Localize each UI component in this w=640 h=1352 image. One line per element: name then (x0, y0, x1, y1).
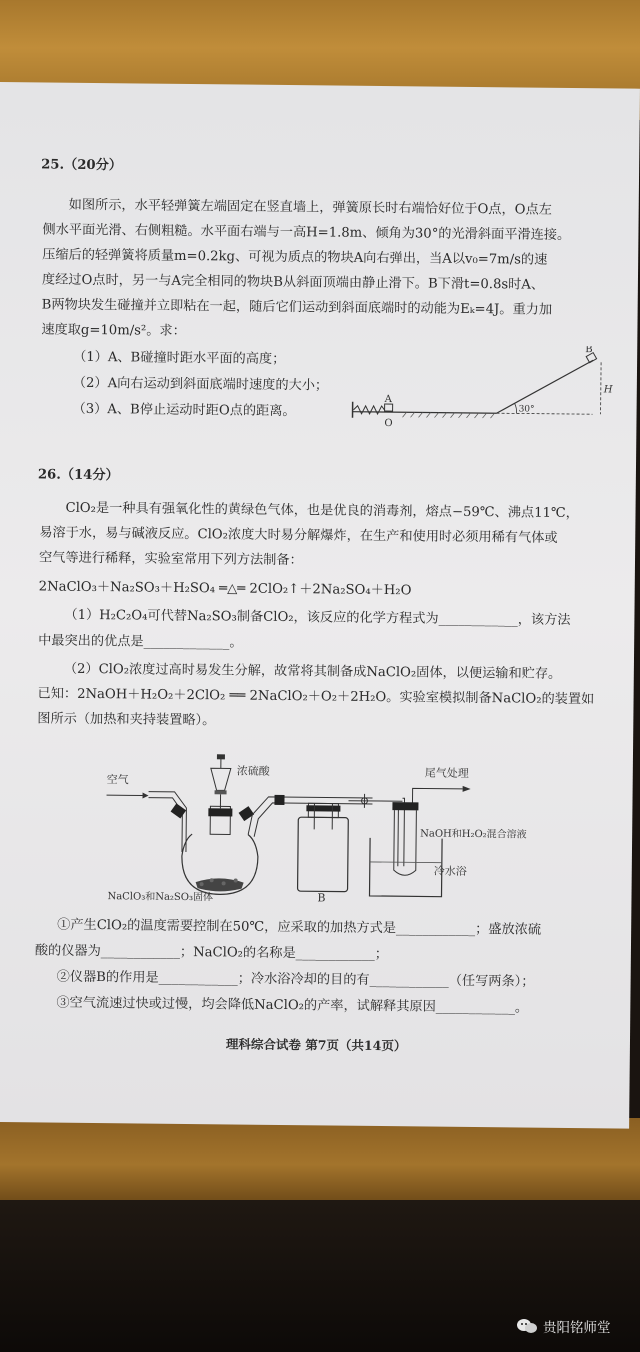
q26-part1: （1）H₂C₂O₄可代替Na₂SO₃制备ClO₂，该反应的化学方程式为____________，该方法 (64, 607, 571, 629)
q25-line: B两物块发生碰撞并立即粘在一起，随后它们运动到斜面底端时的动能为Eₖ=4J。重力加 (41, 297, 553, 318)
q26-question: ①产生ClO₂的温度需要控制在50℃，应采取的加热方式是____________；盛放浓硫 (57, 917, 542, 938)
q26-question: ②仪器B的作用是____________；冷水浴冷却的目的有____________（任写两条）； (56, 969, 535, 990)
apparatus-figure (101, 743, 563, 906)
q25-line: 压缩后的轻弹簧将质量m=0.2kg、可视为质点的物块A向右弹出，当A以v₀=7m/s的速 (42, 247, 548, 268)
watermark-text: 贵阳铭师堂 (543, 1320, 611, 1336)
q25-line: 如图所示，水平轻弹簧左端固定在竖直墙上，弹簧原长时右端恰好位于O点，O点左 (68, 197, 552, 218)
label-O: O (384, 418, 393, 430)
q25-line: 侧水平面光滑、右侧粗糙。水平面右端与一高H=1.8m、倾角为30°的光滑斜面平滑连接。 (42, 222, 571, 243)
label-angle: 30° (518, 404, 535, 415)
label-air: 空气 (106, 773, 129, 787)
wechat-icon (516, 1318, 538, 1334)
q25-sub-question: （1）A、B碰撞时距水平面的高度； (73, 349, 286, 368)
q26-part2: 已知：2NaOH＋H₂O₂＋2ClO₂ ══ 2NaClO₂＋O₂＋2H₂O。实验室模拟制备NaClO₂的装置如 (37, 686, 595, 708)
watermark (516, 1316, 611, 1336)
label-B: B (585, 344, 593, 356)
q25-line: 度经过O点时，另一与A完全相同的物块B从斜面顶端由静止滑下。B下滑t=0.8s时A、 (41, 272, 545, 293)
q25-header: 25.（20分） (41, 157, 123, 174)
q25-sub-question: （3）A、B停止运动时距O点的距离。 (72, 401, 296, 420)
q26-line: 易溶于水，易与碱液反应。ClO₂浓度大时易分解爆炸，在生产和使用时必须用稀有气体或 (39, 525, 558, 546)
q26-part2: 图所示（加热和夹持装置略）。 (37, 711, 216, 729)
q25-sub-question: （2）A向右运动到斜面底端时速度的大小； (72, 375, 329, 394)
q26-part1: 中最突出的优点是_____________。 (38, 633, 243, 651)
q26-line: ClO₂是一种具有强氧化性的黄绿色气体，也是优良的消毒剂，熔点−59℃、沸点11℃， (65, 500, 579, 522)
label-bottle-B: B (317, 891, 326, 905)
q26-line: 空气等进行稀释，实验室常用下列方法制备： (38, 550, 303, 569)
desk-surface-bottom (0, 1118, 640, 1203)
incline-spring-figure (346, 344, 619, 441)
exam-paper (0, 82, 640, 1129)
q26-part2: （2）ClO₂浓度过高时易发生分解，故常将其制备成NaClO₂固体，以便运输和贮存。 (63, 661, 562, 682)
q25-line: 速度取g=10m/s²。求： (41, 322, 186, 339)
label-A: A (384, 394, 392, 406)
page-footer: 理科综合试卷 第7页（共14页） (225, 1036, 407, 1054)
label-H: H (603, 384, 613, 396)
q26-equation: 2NaClO₃＋Na₂SO₃＋H₂SO₄ ═△═ 2ClO₂↑＋2Na₂SO₄＋H₂O (38, 579, 412, 599)
label-cold-bath: 冷水浴 (433, 864, 467, 878)
q26-question: ③空气流速过快或过慢，均会降低NaClO₂的产率，试解释其原因____________。 (56, 995, 529, 1016)
label-tail-gas: 尾气处理 (424, 766, 469, 780)
q26-question: 酸的仪器为____________；NaClO₂的名称是____________； (34, 943, 389, 963)
label-solids: NaClO₃和Na₂SO₃固体 (107, 891, 214, 904)
label-solution: NaOH和H₂O₂混合溶液 (420, 828, 527, 841)
label-acid: 浓硫酸 (236, 764, 270, 778)
q26-header: 26.（14分） (37, 467, 119, 484)
